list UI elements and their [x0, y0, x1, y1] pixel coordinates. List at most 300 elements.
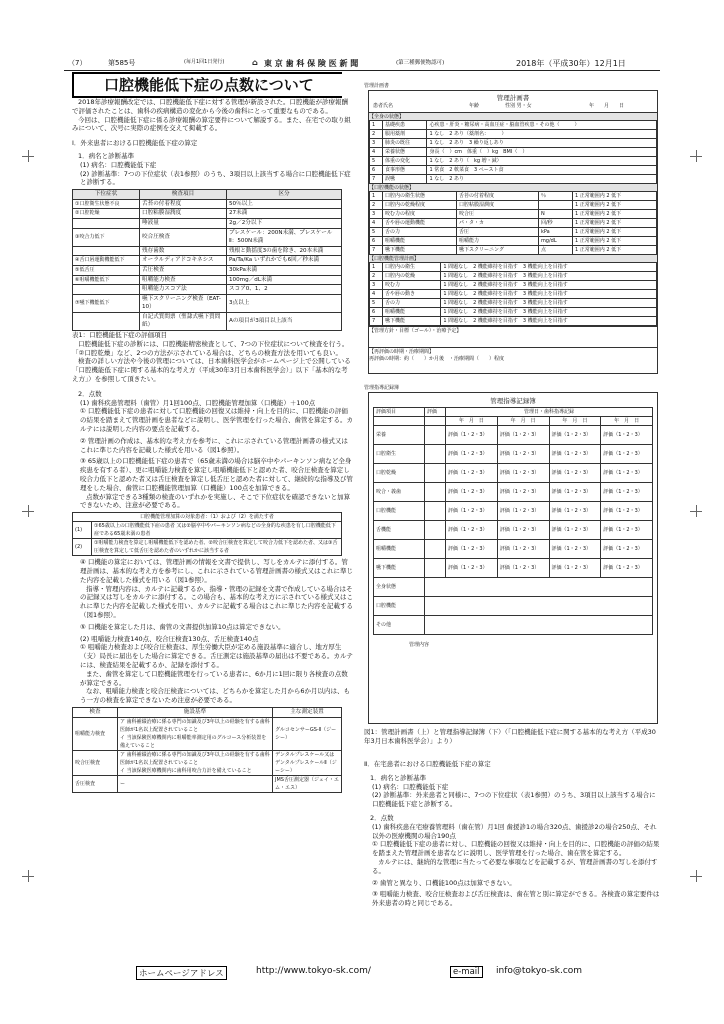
- column-header: 評価項目: [374, 408, 425, 417]
- form-cell: 1 正常範囲内 2 低下: [572, 192, 656, 201]
- table-row: [73, 256, 342, 266]
- form-cell: 1 問題なし 2 機能維持を目指す 3 機能向上を目指す: [441, 281, 657, 290]
- evaluation-cell: 評価（1・2・3）: [601, 559, 653, 578]
- form-cell: 1 常食 2 軟菜食 3 ペースト食: [427, 166, 657, 175]
- table-header: 下位症状: [73, 190, 140, 200]
- evaluation-cell: 評価（1・2・3）: [446, 559, 498, 578]
- paragraph: 検査の詳しい方法や今後の管理については、日本歯科医学会がホームページ上で公開している「口腔機能低下症に関する基本的な考え方（平成30年3月日本歯科医学会）」以下「基本的な考え方」）を参照して頂きたい。: [72, 357, 351, 384]
- table-cell: 50％以上: [227, 199, 342, 209]
- record-row: [374, 616, 653, 635]
- form-row: [370, 175, 657, 184]
- sub-heading: 2．点数: [370, 813, 394, 822]
- list-item: ③ 咀嚼能力検査、咬合圧検査および舌圧検査は、歯在管と別に算定ができる。各検査の算定要件は外来患者の時と同じである。: [372, 890, 660, 908]
- form-cell: 舌苔の付着程度: [456, 192, 538, 201]
- table-cell: 咀嚼能力検査: [73, 717, 118, 750]
- form-cell: 1 正常範囲内 2 低下: [572, 228, 656, 237]
- form-cell: 1 正常範囲内 2 低下: [572, 219, 656, 228]
- form-cell: 1 問題なし 2 機能維持を目指す 3 機能向上を目指す: [441, 272, 657, 281]
- table-header: 検査: [73, 707, 118, 717]
- box-title: 口腔機能管理加算の対象患者：（1）および（2）を満たす者: [73, 513, 342, 522]
- form-cell: 1: [370, 263, 383, 272]
- form-row: [370, 228, 657, 237]
- issue-date: 2018年（平成30年）12月1日: [516, 59, 626, 68]
- table-cell: ー: [118, 775, 273, 792]
- record-row: [374, 426, 653, 445]
- form-row: [370, 166, 657, 175]
- record-row: [374, 483, 653, 502]
- form-cell: 2: [370, 272, 383, 281]
- box-cell: ①65歳以上の口腔機能低下症の患者 又は②脳卒中やパーキンソン病などの全身的な疾患を有し口腔機能低下症である65歳未満の患者: [92, 522, 342, 539]
- table-cell: 2g／2分以下: [227, 218, 342, 228]
- management-content-label: 管理内容: [409, 642, 430, 648]
- form-cell: 1 なし 2 あり（ kg 増・減）: [427, 157, 657, 166]
- evaluation-cell: 評価（1・2・3）: [497, 445, 549, 464]
- evaluation-cell: 評価（1・2・3）: [446, 426, 498, 445]
- registration-mark: [22, 505, 34, 517]
- evaluation-cell: 評価（1・2・3）: [446, 464, 498, 483]
- form-cell: 1 正常範囲内 2 低下: [572, 237, 656, 246]
- section-heading: Ⅱ．在宅患者における口腔機能低下症の算定: [364, 760, 491, 768]
- mail-note: (毎月1回1日発行): [184, 59, 225, 65]
- table-cell: スコア0、1、2: [227, 285, 342, 295]
- period-label: 【再評価の時期・治療期間】: [369, 347, 657, 355]
- form-row: [370, 121, 657, 130]
- list-item: ⑤ 口機能を算定した月は、歯管の文書提供加算10点は算定できない。: [80, 622, 285, 631]
- record-row: [374, 540, 653, 559]
- form-cell: 7: [370, 317, 383, 326]
- form-cell: 2: [370, 201, 383, 210]
- homepage-label: ホームページアドレス: [136, 966, 227, 980]
- form-cell: 1: [370, 192, 383, 201]
- form-row: [370, 210, 657, 219]
- list-item: ④ 口機能の算定においては、管理計画の情報を文書で提供し、写しをカルテに添付する。管理計画は、基本的な考え方を参考にし、これに示されている管理計画書の様式又はこれに準じた内容を記載した様式を用いる（図1参照）。: [80, 558, 353, 584]
- table-row: [73, 218, 342, 228]
- form-cell: N: [538, 210, 572, 219]
- box-cell: (2): [73, 539, 92, 556]
- section-label: 【口腔機能管理計画】: [369, 255, 657, 262]
- list-item: また、歯管を算定して口腔機能管理を行っている患者に、6か月に1回に限り各検査の点数が算定できる。: [80, 669, 348, 687]
- record-row: [374, 502, 653, 521]
- sub-heading: 2．点数: [78, 389, 102, 398]
- registration-mark: [690, 870, 702, 882]
- form-cell: mg/dL: [538, 237, 572, 246]
- form-cell: 体重の変化: [383, 157, 427, 166]
- evaluation-cell: 評価（1・2・3）: [601, 445, 653, 464]
- evaluation-cell: 評価（1・2・3）: [601, 483, 653, 502]
- table1-body: [73, 199, 342, 330]
- evaluation-cell: 評価（1・2・3）: [497, 540, 549, 559]
- form-cell: 咬む力の程度: [383, 210, 457, 219]
- form-cell: 1 問題なし 2 機能維持を目指す 3 機能向上を目指す: [441, 263, 657, 272]
- evaluation-cell: 評価（1・2・3）: [601, 464, 653, 483]
- patient-label: 患者氏名: [373, 103, 394, 109]
- evaluation-item: 口腔機能: [374, 597, 425, 616]
- footer-bar: [136, 966, 656, 980]
- table-cell: 舌圧検査: [73, 775, 118, 792]
- form-cell: 肺炎の既往: [383, 139, 427, 148]
- evaluation-cell: 評価（1・2・3）: [497, 502, 549, 521]
- form-row: [370, 246, 657, 255]
- form-title: 管理指導記録簿: [490, 397, 536, 405]
- registration-mark: [690, 150, 702, 162]
- form-cell: 1 問題なし 2 機能維持を目指す 3 機能向上を目指す: [441, 317, 657, 326]
- form-cell: 食事形態: [383, 166, 427, 175]
- left-column: [72, 98, 354, 793]
- table1: [72, 189, 342, 331]
- age-label: 年齢: [469, 103, 480, 109]
- form-cell: 1 なし 2 あり（薬剤名： ）: [427, 130, 657, 139]
- table-header: 施設基準: [118, 707, 273, 717]
- evaluation-item: 嚥下機能: [374, 559, 425, 578]
- form-frame: [368, 90, 658, 374]
- table-header: 区分: [227, 190, 342, 200]
- form-cell: 5: [370, 228, 383, 237]
- evaluation-cell: 評価（1・2・3）: [497, 426, 549, 445]
- evaluation-cell: 評価（1・2・3）: [601, 521, 653, 540]
- form-row: [370, 290, 657, 299]
- evaluation-cell: 評価（1・2・3）: [601, 426, 653, 445]
- evaluation-cell: 評価（1・2・3）: [549, 426, 601, 445]
- list-item: (1) 病名：口腔機能低下症: [372, 782, 449, 791]
- period-value: 再評価の時期：約（ ）か月後 ・治療期間（ ）程度: [369, 356, 505, 362]
- evaluation-item: 口腔機能: [374, 502, 425, 521]
- form-cell: 1 問題なし 2 機能維持を目指す 3 機能向上を目指す: [441, 308, 657, 317]
- table-cell: ①口腔衛生状態不良: [73, 199, 140, 209]
- evaluation-cell: 評価（1・2・3）: [549, 483, 601, 502]
- table-cell: 咀嚼能力検査: [140, 275, 227, 285]
- table-row: [73, 750, 342, 775]
- form-row: [370, 139, 657, 148]
- record-row: [374, 597, 653, 616]
- form-row: [370, 201, 657, 210]
- table-cell: Pa/Ta/Ka いずれかでも6回／秒未満: [227, 256, 342, 266]
- form-cell: 咀嚼機能: [383, 308, 441, 317]
- table-header-row: [73, 190, 342, 200]
- table-cell: ア 歯科補綴治療に係る専門の知識及び3年以上の経験を有する歯科医師が1名以上配置されていること イ 当該保険医療機関内に咀嚼能率測定用のグルコース分析装置を備えていること: [118, 717, 273, 750]
- evaluation-item: 口腔衛生: [374, 445, 425, 464]
- record-row: [374, 578, 653, 597]
- form-cell: 誤嚥: [383, 175, 427, 184]
- table-cell: JMS舌圧測定器（ジェイ・エム・エス）: [273, 775, 342, 792]
- form-cell: 6: [370, 237, 383, 246]
- section-heading: Ⅰ．外来患者における口腔機能低下症の算定: [72, 139, 198, 148]
- table-cell: 嚥下スクリーニング検査（EAT-10）: [140, 294, 227, 312]
- table-cell: プレスケール：200N未満、プレスケールⅡ：500N未満: [227, 228, 342, 246]
- table-cell: [73, 246, 140, 256]
- date-label: 年 月 日: [589, 103, 625, 109]
- section-label: 【全身の状態】: [369, 113, 657, 120]
- evaluation-item: 栄養: [374, 426, 425, 445]
- form-cell: 心疾患・肝炎・糖尿病・高血圧症・脳血管疾患・その他（ ）: [427, 121, 657, 130]
- newspaper-header: [64, 58, 660, 71]
- section-label: 【口腔機能の状態】: [369, 184, 657, 191]
- sub-heading: 1．病名と診断基準: [78, 151, 135, 160]
- table-cell: 100mg／dL未満: [227, 275, 342, 285]
- list-item: ① 口腔機能低下症の患者に対して口腔機能の回復又は維持・向上を目的に、口腔機能の評価の結果を踏まえて管理計画を患者などに説明し、医学管理を行った場合、歯管を算定する。カルテには説明した内容の要点を記載する。: [80, 407, 353, 434]
- guidance-record-form: [364, 384, 660, 724]
- table-caption: 表1：口腔機能低下症の評価項目: [72, 331, 168, 340]
- form-cell: 1: [370, 121, 383, 130]
- form-row: [370, 148, 657, 157]
- table-row: [73, 228, 342, 246]
- form-cell: 咀嚼能力: [456, 237, 538, 246]
- date-cell: 年 月 日: [549, 417, 601, 426]
- form-cell: 咬合圧: [456, 210, 538, 219]
- list-item: ② 管理計画の作成は、基本的な考え方を参考に、これに示されている管理計画書の様式又はこれに準じた内容を記載した様式を用いる（図1参照）。: [80, 436, 348, 454]
- homepage-url[interactable]: http://www.tokyo-sk.com/: [256, 966, 371, 976]
- table-cell: ア 歯科補綴治療に係る専門の知識及び3年以上の経験を有する歯科医師が1名以上配置されていること イ 当該保険医療機関内に歯科用咬合力計を備えていること: [118, 750, 273, 775]
- evaluation-cell: 評価（1・2・3）: [497, 559, 549, 578]
- table-cell: 唾液量: [140, 218, 227, 228]
- table-cell: グルコセンサーGS-Ⅱ（ジーシー）: [273, 717, 342, 750]
- evaluation-cell: 評価（1・2・3）: [497, 521, 549, 540]
- form-row: [370, 263, 657, 272]
- general-state-table: [369, 120, 657, 184]
- intro-paragraph: 2018年診療報酬改定では、口腔機能低下症に対する管理が新設された。口腔機能が診療報酬で評価されたことは、歯科の疾病構造の変化から今後の歯科にとって重要なものである。: [72, 98, 349, 115]
- form-row: [370, 157, 657, 166]
- form-cell: 7: [370, 175, 383, 184]
- form-cell: 1 問題なし 2 機能維持を目指す 3 機能向上を目指す: [441, 299, 657, 308]
- form-cell: 舌の力: [383, 299, 441, 308]
- form-cell: 1 正常範囲内 2 低下: [572, 246, 656, 255]
- addition-target-box: [72, 512, 342, 556]
- registration-mark: [22, 150, 34, 162]
- table-row: [73, 775, 342, 792]
- form-cell: 口腔内の乾燥: [383, 272, 441, 281]
- table-cell: 自記式質問票（聖隷式嚥下質問紙）: [140, 312, 227, 330]
- list-item: ③ 65歳以上の口腔機能低下症の患者で（65歳未満の場合は脳卒中やパーキンソン病など全身疾患を有する者）、更に咀嚼能力検査を算定し咀嚼機能低下と認めた者、咬合圧検査を算定し咬合力低下と認めた者又は舌圧検査を算定し低舌圧と認めた者に対して、継続的な指導及び管理をした場合、歯管に口腔機能管理加算（口機能）100点を加算できる。: [80, 457, 353, 492]
- evaluation-cell: 評価（1・2・3）: [549, 502, 601, 521]
- column-header: 管理日・歯科指導記録: [446, 408, 653, 417]
- form-cell: 6: [370, 308, 383, 317]
- form-cell: 4: [370, 290, 383, 299]
- form-cell: kPa: [538, 228, 572, 237]
- record-row: [374, 559, 653, 578]
- issue-number: 第585号: [108, 59, 136, 67]
- list-item: (1) 歯科疾患管理料（歯管）月1回100点、口腔機能管理加算（口機能）＋100点: [80, 398, 316, 407]
- table-row: [73, 312, 342, 330]
- record-row: [374, 464, 653, 483]
- form-row: [370, 299, 657, 308]
- form-row: [370, 281, 657, 290]
- list-item: (1) 歯科疾患在宅療養管理料（歯在管）月1回 歯援診1の場合320点、歯援診2の場合250点、それ以外の医療機関の場合190点: [372, 822, 657, 840]
- table-row: [73, 294, 342, 312]
- table-cell: ④舌口唇運動機能低下: [73, 256, 140, 266]
- sex-label: 性別 男・女: [505, 103, 532, 109]
- form-row: [370, 237, 657, 246]
- table-cell: デンタルプレスケール又はデンタルプレスケールⅡ（ジーシー）: [273, 750, 342, 775]
- form-cell: 舌圧: [456, 228, 538, 237]
- form-cell: ％: [538, 192, 572, 201]
- page-title: 口腔機能低下症の点数について: [72, 72, 342, 98]
- evaluation-item: 舌機能: [374, 521, 425, 540]
- evaluation-item: 咬合・義歯: [374, 483, 425, 502]
- table-row: [73, 199, 342, 209]
- form-cell: 服用薬剤: [383, 130, 427, 139]
- form-cell: 1 なし 2 あり 3 繰り返しあり: [427, 139, 657, 148]
- table-cell: ⑥咀嚼機能低下: [73, 275, 140, 285]
- list-item: なお、咀嚼能力検査と咬合圧検査については、どちらかを算定した月から6か月以内は、もう一方の検査を算定できないため注意が必要である。: [80, 687, 351, 705]
- date-cell: 年 月 日: [497, 417, 549, 426]
- evaluation-cell: 評価（1・2・3）: [446, 445, 498, 464]
- evaluation-cell: 評価（1・2・3）: [549, 521, 601, 540]
- registration-mark: [22, 870, 34, 882]
- form-cell: [538, 201, 572, 210]
- evaluation-item: その他: [374, 616, 425, 635]
- patient-row: [369, 102, 657, 113]
- list-item: カルテには、継続的な管理に当たって必要な事項などを記載するが、管理計画書の写しを添付する。: [372, 857, 658, 875]
- date-cell: 年 月 日: [601, 417, 653, 426]
- list-item: ① 咀嚼能力検査および咬合圧検査は、厚生労働大臣が定める施設基準に適合し、地方厚生（支）局長に届出をした場合に算定できる。舌圧測定は施設基準の届出は不要である。カルテには、検査結果を記載するか、記録を添付する。: [80, 643, 353, 669]
- table-cell: 舌圧検査: [140, 265, 227, 275]
- form-cell: パ・タ・カ: [456, 219, 538, 228]
- evaluation-cell: 評価（1・2・3）: [549, 559, 601, 578]
- table-cell: Aの項目が3項目以上該当: [227, 312, 342, 330]
- registration-mark: [690, 505, 702, 517]
- list-item: 点数が算定できる3種類の検査のいずれかを実施し、そこで下位症状を確認できないと加算できないため、注意が必要である。: [80, 492, 351, 510]
- table-cell: オーラルディアドコキネシス: [140, 256, 227, 266]
- form-cell: 4: [370, 219, 383, 228]
- table-row: [73, 275, 342, 285]
- evaluation-cell: 評価（1・2・3）: [497, 464, 549, 483]
- form-cell: 3: [370, 139, 383, 148]
- table-cell: 27未満: [227, 209, 342, 219]
- table-cell: 咬合圧検査: [140, 228, 227, 246]
- email-label: e-mail: [450, 966, 483, 978]
- list-item: (2) 診断基準：7つの下位症状（表1参照）のうち、3項目以上該当する場合に口腔機能低下症と診断する。: [80, 169, 351, 187]
- list-item: (2) 診断基準：外来患者と同様に、7つの下位症状（表1参照）のうち、3項目以上該当する場合に口腔機能低下症と診断する。: [372, 791, 656, 809]
- table-cell: 口腔粘膜湿潤度: [140, 209, 227, 219]
- email-address[interactable]: info@tokyo-sk.com: [496, 966, 583, 976]
- form-cell: 1 正常範囲内 2 低下: [572, 210, 656, 219]
- table-row: [73, 209, 342, 219]
- table-cell: 3点以上: [227, 294, 342, 312]
- sub-heading: 1．病名と診断基準: [370, 773, 427, 782]
- evaluation-cell: 評価（1・2・3）: [446, 521, 498, 540]
- paragraph: 口腔機能低下症の診断には、口腔機能精密検査として、7つの下位症状について検査を行う。「②口腔乾燥」など、2つの方法が示されている場合は、どちらの検査方法を用いても良い。: [72, 339, 349, 357]
- form-cell: 3: [370, 210, 383, 219]
- guidance-record-table: [373, 407, 653, 635]
- table-cell: 残存歯数: [140, 246, 227, 256]
- form-cell: 咀嚼機能: [383, 237, 457, 246]
- management-plan-form: [364, 82, 660, 374]
- table-header: 検査項目: [140, 190, 227, 200]
- form-cell: 基礎疾患: [383, 121, 427, 130]
- evaluation-cell: 評価（1・2・3）: [446, 483, 498, 502]
- table-row: [73, 265, 342, 275]
- form-cell: 5: [370, 157, 383, 166]
- evaluation-item: 口腔乾燥: [374, 464, 425, 483]
- form-cell: 嚥下機能: [383, 317, 441, 326]
- management-plan-table: [369, 262, 657, 326]
- permit-note: (第三種郵便物認可): [396, 60, 445, 66]
- record-row: [374, 521, 653, 540]
- form-cell: 7: [370, 246, 383, 255]
- record-row: [374, 445, 653, 464]
- form-cell: 嚥下スクリーニング: [456, 246, 538, 255]
- form-frame: [368, 392, 658, 724]
- list-item: (2) 咀嚼能力検査140点、咬合圧検査130点、舌圧検査140点: [80, 634, 259, 643]
- table-row: [73, 717, 342, 750]
- table-cell: ②口腔乾燥: [73, 209, 140, 219]
- evaluation-item: 全身状態: [374, 578, 425, 597]
- form-cell: 身長（ ）cm 体重（ ）kg BMI（ ）: [427, 148, 657, 157]
- table-cell: ⑤低舌圧: [73, 265, 140, 275]
- form-row: [370, 192, 657, 201]
- form-row: [370, 130, 657, 139]
- form-cell: 舌の力: [383, 228, 457, 237]
- form-cell: 口腔内の乾燥程度: [383, 201, 457, 210]
- oral-function-table: [369, 191, 657, 255]
- form-title: 管理計画書: [496, 94, 530, 102]
- evaluation-cell: 評価（1・2・3）: [497, 483, 549, 502]
- table-cell: 舌苔の付着程度: [140, 199, 227, 209]
- page-number: （7）: [68, 59, 87, 67]
- table-cell: 30kPa未満: [227, 265, 342, 275]
- paper-logo-icon: ⌂: [252, 58, 258, 67]
- form-cell: 舌や唇の運動機能: [383, 219, 457, 228]
- form-row: [370, 317, 657, 326]
- form-cell: 回/秒: [538, 219, 572, 228]
- form-cell: 3: [370, 281, 383, 290]
- form-cell: 1 正常範囲内 2 低下: [572, 201, 656, 210]
- form-cell: 栄養状態: [383, 148, 427, 157]
- form-cell: 口腔内の衛生: [383, 263, 441, 272]
- paper-name: 東 京 歯 科 保 険 医 新 聞: [264, 59, 359, 68]
- list-item: ② 歯管と異なり、口機能100点は加算できない。: [372, 878, 516, 887]
- date-cell: 年 月 日: [446, 417, 498, 426]
- form-small-label: 管理計画書: [364, 83, 390, 89]
- table-row: [73, 285, 342, 295]
- form-cell: 1 問題なし 2 機能維持を目指す 3 機能向上を目指す: [441, 290, 657, 299]
- evaluation-cell: 評価（1・2・3）: [549, 464, 601, 483]
- box-cell: ①咀嚼能力検査を算定し咀嚼機能低下を認めた者、②咬合圧検査を算定して咬合力低下を認めた者、又は③舌圧検査を算定して低舌圧を認めた者のいずれかに該当する者: [92, 539, 342, 556]
- list-item: 指導・管理内容は、カルテに記載するか、指導・管理の記録を文書で作成している場合はその記録又は写しをカルテに添付する。この場合も、基本的な考え方に示されている様式又はこれに準じた内容を記載した様式を用い、カルテに記載する場合はこれに準じた内容を記載する（図1参照）。: [80, 584, 353, 619]
- table-row: [73, 246, 342, 256]
- form-cell: 2: [370, 130, 383, 139]
- form-row: [370, 272, 657, 281]
- form-cell: 1 なし 2 あり: [427, 175, 657, 184]
- form-cell: 4: [370, 148, 383, 157]
- form-cell: 5: [370, 299, 383, 308]
- list-item: (1) 病名：口腔機能低下症: [80, 160, 157, 169]
- column-header: 評価: [425, 408, 446, 417]
- box-cell: (1): [73, 522, 92, 539]
- table-cell: [73, 285, 140, 295]
- list-item: ① 口腔機能低下症の患者に対し、口腔機能の回復又は維持・向上を目的に、口腔機能の評価の結果を踏まえた管理計画を患者などに説明し、医学管理を行った場合、歯在管を算定する。: [372, 840, 660, 858]
- form-cell: 6: [370, 166, 383, 175]
- form-row: [370, 308, 657, 317]
- form-cell: 舌や唇の動き: [383, 290, 441, 299]
- form-cell: 口腔内の衛生状態: [383, 192, 457, 201]
- table-cell: 咀嚼能力スコア法: [140, 285, 227, 295]
- form-cell: 点: [538, 246, 572, 255]
- table-cell: 残根と動揺度3の歯を除き、20本未満: [227, 246, 342, 256]
- table-cell: ⑦嚥下機能低下: [73, 294, 140, 312]
- form-small-label: 管理指導記録簿: [364, 385, 400, 391]
- evaluation-cell: 評価（1・2・3）: [549, 540, 601, 559]
- table-cell: [73, 218, 140, 228]
- evaluation-item: 咀嚼機能: [374, 540, 425, 559]
- table2: [72, 707, 342, 793]
- table2-body: [73, 717, 342, 792]
- intro-paragraph: 今回は、口腔機能低下症に係る診療報酬の算定要件について解説する。また、在宅での取り組みについて、次号に実際の症例を交えて掲載する。: [72, 115, 351, 133]
- table-cell: [73, 312, 140, 330]
- table-header: 主な測定装置: [273, 707, 342, 717]
- form-cell: 咬む力: [383, 281, 441, 290]
- form-cell: 口腔粘膜湿潤度: [456, 201, 538, 210]
- evaluation-cell: 評価（1・2・3）: [446, 502, 498, 521]
